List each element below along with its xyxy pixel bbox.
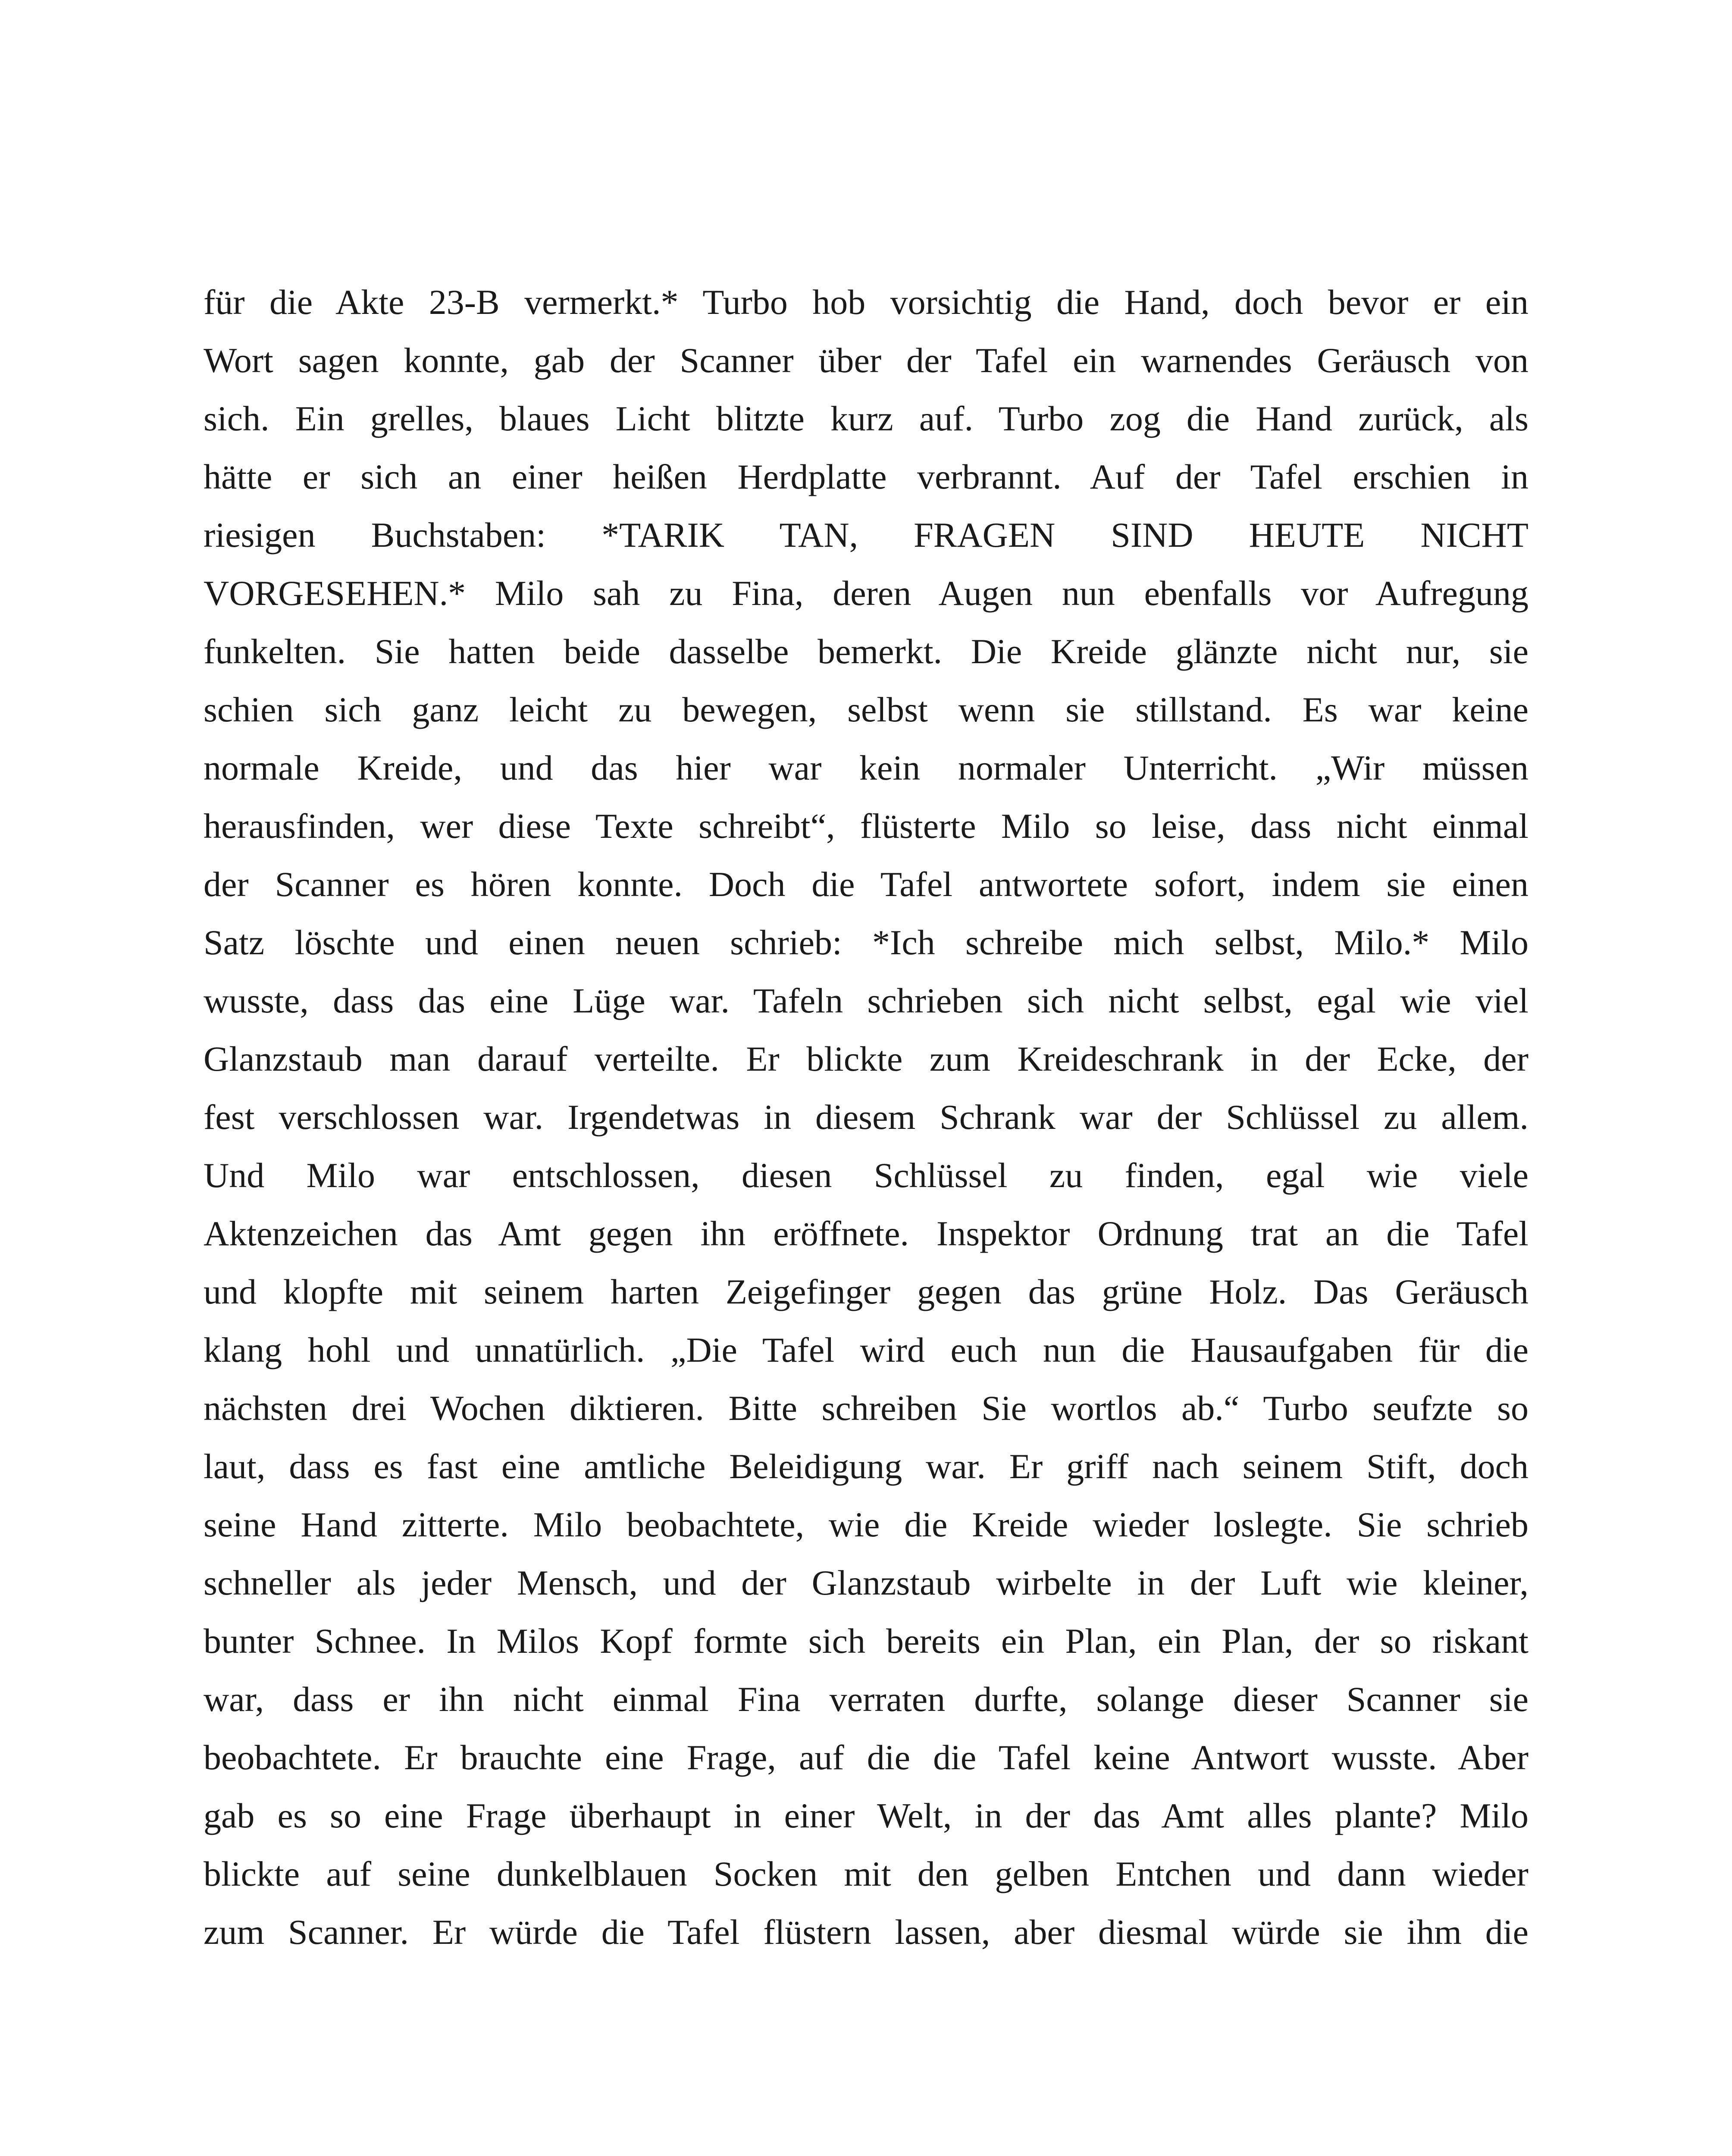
text-line: schien sich ganz leicht zu bewegen, selbst wenn sie stillstand. Es war keine xyxy=(204,690,1528,729)
text-line: VORGESEHEN.* Milo sah zu Fina, deren Augen nun ebenfalls vor Aufregung xyxy=(204,573,1528,613)
text-line: laut, dass es fast eine amtliche Beleidigung war. Er griff nach seinem Stift, doch xyxy=(204,1447,1528,1486)
text-line: hätte er sich an einer heißen Herdplatte verbrannt. Auf der Tafel erschien in xyxy=(204,457,1528,496)
text-line: zum Scanner. Er würde die Tafel flüstern lassen, aber diesmal würde sie ihm die xyxy=(204,1912,1528,1952)
text-line: für die Akte 23-B vermerkt.* Turbo hob vorsichtig die Hand, doch bevor er ein xyxy=(204,282,1528,322)
text-line: klang hohl und unnatürlich. „Die Tafel wird euch nun die Hausaufgaben für die xyxy=(204,1330,1528,1369)
text-line: Wort sagen konnte, gab der Scanner über der Tafel ein warnendes Geräusch von xyxy=(204,341,1528,380)
text-line: Aktenzeichen das Amt gegen ihn eröffnete. Inspektor Ordnung trat an die Tafel xyxy=(204,1214,1528,1253)
text-line: Glanzstaub man darauf verteilte. Er blickte zum Kreideschrank in der Ecke, der xyxy=(204,1039,1528,1078)
text-line: beobachtete. Er brauchte eine Frage, auf die die Tafel keine Antwort wusste. Aber xyxy=(204,1738,1528,1777)
text-line: normale Kreide, und das hier war kein normaler Unterricht. „Wir müssen xyxy=(204,748,1528,787)
text-line: bunter Schnee. In Milos Kopf formte sich bereits ein Plan, ein Plan, der so riskant xyxy=(204,1621,1528,1661)
text-line: riesigen Buchstaben: *TARIK TAN, FRAGEN SIND HEUTE NICHT xyxy=(204,515,1528,555)
text-line: Satz löschte und einen neuen schrieb: *Ich schreibe mich selbst, Milo.* Milo xyxy=(204,923,1528,962)
text-line: gab es so eine Frage überhaupt in einer Welt, in der das Amt alles plante? Milo xyxy=(204,1796,1528,1835)
body-text xyxy=(204,273,1528,1961)
text-line: fest verschlossen war. Irgendetwas in diesem Schrank war der Schlüssel zu allem. xyxy=(204,1097,1528,1137)
text-line: herausfinden, wer diese Texte schreibt“, flüsterte Milo so leise, dass nicht einmal xyxy=(204,806,1528,846)
text-line: sich. Ein grelles, blaues Licht blitzte kurz auf. Turbo zog die Hand zurück, als xyxy=(204,399,1528,438)
text-line: war, dass er ihn nicht einmal Fina verraten durfte, solange dieser Scanner sie xyxy=(204,1680,1528,1719)
text-line: Und Milo war entschlossen, diesen Schlüssel zu finden, egal wie viele xyxy=(204,1156,1528,1195)
text-line: nächsten drei Wochen diktieren. Bitte schreiben Sie wortlos ab.“ Turbo seufzte so xyxy=(204,1388,1528,1428)
text-line: blickte auf seine dunkelblauen Socken mit den gelben Entchen und dann wieder xyxy=(204,1854,1528,1893)
text-line: seine Hand zitterte. Milo beobachtete, wie die Kreide wieder loslegte. Sie schrieb xyxy=(204,1505,1528,1544)
text-line: der Scanner es hören konnte. Doch die Tafel antwortete sofort, indem sie einen xyxy=(204,865,1528,904)
text-line: und klopfte mit seinem harten Zeigefinger gegen das grüne Holz. Das Geräusch xyxy=(204,1272,1528,1311)
text-line: funkelten. Sie hatten beide dasselbe bemerkt. Die Kreide glänzte nicht nur, sie xyxy=(204,632,1528,671)
text-line: schneller als jeder Mensch, und der Glanzstaub wirbelte in der Luft wie kleiner, xyxy=(204,1563,1528,1602)
text-line: wusste, dass das eine Lüge war. Tafeln schrieben sich nicht selbst, egal wie viel xyxy=(204,981,1528,1020)
